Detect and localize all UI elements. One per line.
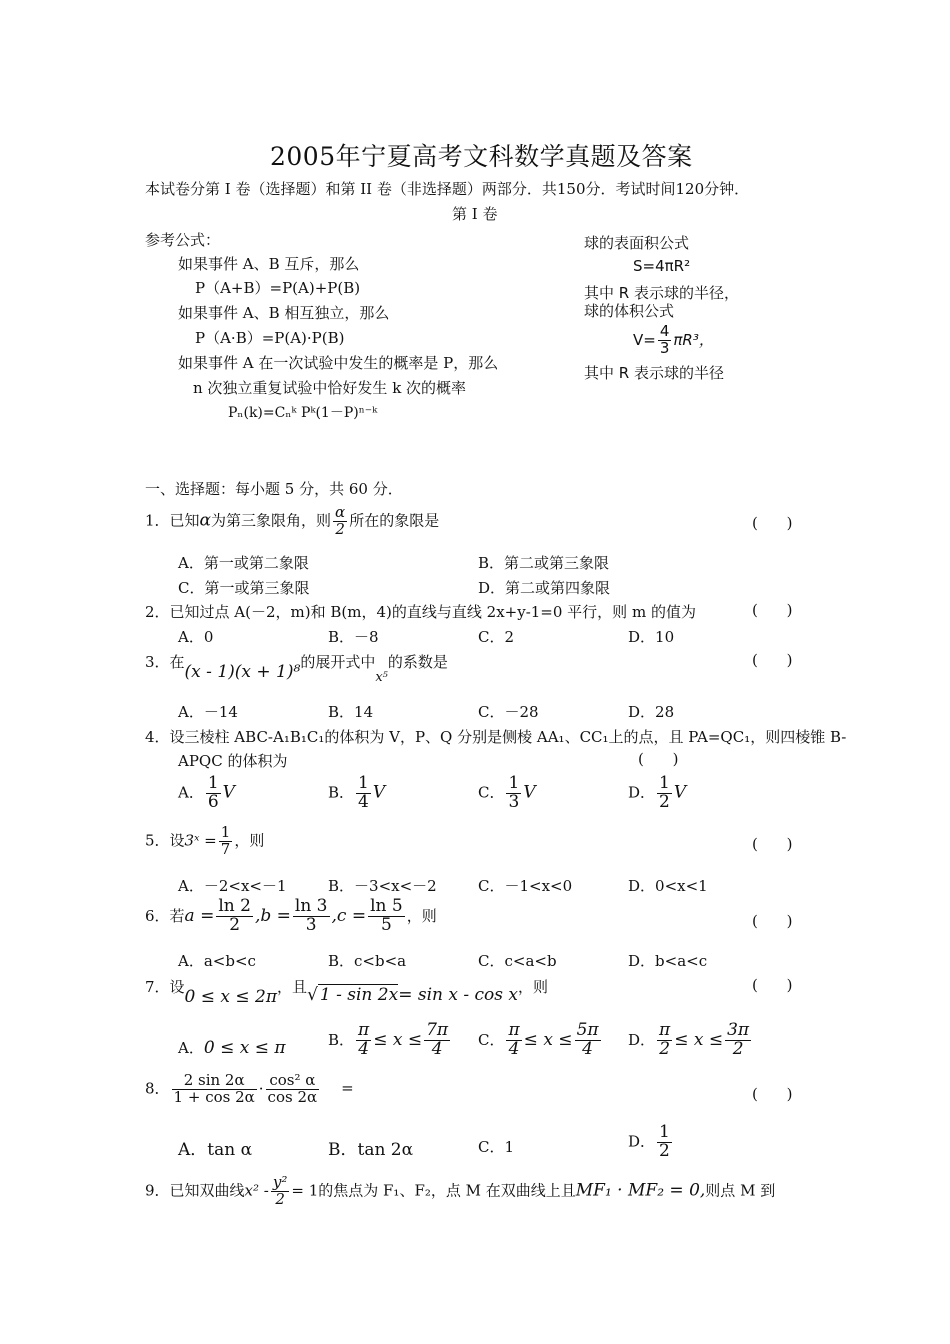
stem-math: x² - [244, 1181, 269, 1200]
sphere-formula-line: 球的体积公式 [584, 302, 675, 320]
option-b: B．第二或第三象限 [478, 554, 610, 572]
option-a: A．－2<x<－1 [178, 877, 287, 895]
formula-line: P（A·B）=P(A)·P(B) [195, 329, 345, 347]
option-a: A．－14 [178, 703, 238, 721]
question-4: 4．设三棱柱 ABC-A₁B₁C₁的体积为 V，P、Q 分别是侧棱 AA₁、CC₁上的点，且 PA=QC₁，则四棱锥 B- [145, 728, 847, 746]
option-b: B．－8 [328, 628, 379, 646]
stem-text: 3．在 [145, 653, 185, 671]
stem-math: = 1 [291, 1181, 319, 1200]
option-a: A．a<b<c [178, 952, 256, 970]
question-9: 9．已知双曲线x² - $\frac{\text{y²}}{2}$ = 1的焦点为 F₁、F₂，点 M 在双曲线上且MF₁ · MF₂ = 0,则点 M 到 [145, 1173, 776, 1208]
option-d: D．10 [628, 628, 675, 646]
stem-math: MF₁ · MF₂ = 0, [575, 1180, 706, 1201]
option-a: A．第一或第二象限 [178, 554, 309, 572]
part-title: 第 I 卷 [452, 205, 498, 223]
stem-text: 的展开式中 [300, 653, 376, 671]
stem-text: ，则 [517, 978, 548, 996]
option-b: B．tan 2α [328, 1140, 414, 1160]
option-b: B． $\frac{\pi}{4}$ ≤ x ≤ $\frac{7\pi}{4}$ [328, 1020, 449, 1059]
stem-text: 8． [145, 1079, 170, 1098]
option-c: C．－1<x<0 [478, 877, 573, 895]
formula-line: n 次独立重复试验中恰好发生 k 次的概率 [193, 379, 467, 397]
answer-paren: ( ) [752, 651, 805, 669]
question-5: 5．设3ˣ = $\frac{1}{7}$ ，则 [145, 823, 265, 858]
option-d: D． $\frac{1}{2}$ V [628, 773, 687, 812]
stem-text: 所在的象限是 [349, 511, 440, 530]
sphere-formula-line: S=4πR² [633, 257, 691, 275]
option-d: D． $\frac{1}{2}$ [628, 1122, 670, 1161]
option-d: D．b<a<c [628, 952, 708, 970]
option-a: A．0 [178, 628, 214, 646]
option-b: B．－3<x<－2 [328, 877, 437, 895]
stem-text: 6．若 [145, 906, 185, 925]
stem-text: 7．设 [145, 978, 185, 996]
sphere-formula-line: 其中 R 表示球的半径 [584, 364, 724, 382]
option-a: A． $\frac{1}{6}$ V [178, 773, 235, 812]
option-a: A．tan α [178, 1140, 253, 1160]
answer-paren: ( ) [752, 835, 805, 853]
stem-text: 的系数是 [387, 653, 448, 671]
formula-line: P（A+B）=P(A)+P(B) [195, 279, 361, 297]
option-c: C．c<a<b [478, 952, 557, 970]
stem-text: 5．设 [145, 831, 185, 850]
answer-paren: ( ) [752, 1085, 805, 1103]
sphere-formula-line: 球的表面积公式 [584, 234, 690, 252]
question-4-cont: APQC 的体积为 [178, 752, 288, 770]
option-d: D． $\frac{\pi}{2}$ ≤ x ≤ $\frac{3\pi}{2}$ [628, 1020, 750, 1059]
stem-text: ，则 [406, 906, 437, 925]
option-c: C．1 [478, 1138, 515, 1156]
stem-math: = sin x - cos x [398, 985, 518, 1005]
stem-math: (x - 1)(x + 1)⁸ [184, 662, 301, 682]
page-title: 2005年宁夏高考文科数学真题及答案 [270, 142, 693, 171]
answer-paren: ( ) [752, 976, 805, 994]
option-b: B． $\frac{1}{4}$ V [328, 773, 386, 812]
option-b: B．14 [328, 703, 374, 721]
option-c: C．－28 [478, 703, 539, 721]
stem-math: x⁵ [375, 670, 388, 685]
option-c: C． $\frac{\pi}{4}$ ≤ x ≤ $\frac{5\pi}{4}$ [478, 1020, 599, 1059]
option-c: C． $\frac{1}{3}$ V [478, 773, 536, 812]
volume-rhs: πR³， [673, 330, 714, 349]
question-1: 1．已知α为第三象限角，则 $\frac{\alpha}{2}$ 所在的象限是 [145, 503, 440, 538]
stem-text: ，且 [277, 978, 308, 996]
formula-line: 如果事件 A、B 互斥，那么 [178, 255, 360, 273]
option-d: D．第二或第四象限 [478, 579, 611, 597]
stem-text: 的焦点为 F₁、F₂，点 M 在双曲线上且 [318, 1181, 576, 1200]
question-8: 8． $\frac{2 \sin 2\alpha}{1 + \cos 2\alpha}$ · $\frac{\text{cos² α}}{\cos 2\alpha}$ = [145, 1071, 354, 1106]
question-2: 2．已知过点 A(－2，m)和 B(m，4)的直线与直线 2x+y-1=0 平行，则 m 的值为 [145, 603, 696, 621]
section-heading: 一、选择题：每小题 5 分，共 60 分． [145, 480, 403, 498]
stem-text: 为第三象限角，则 [211, 511, 332, 530]
stem-math: 1 - sin 2x [319, 985, 399, 1005]
answer-paren: ( ) [752, 601, 805, 619]
answer-paren: ( ) [638, 750, 691, 768]
question-6: 6．若a = $\frac{\ln 2}{2}$ ,b = $\frac{\ln 3}{3}$ ,c = $\frac{\ln 5}{5}$ ，则 [145, 896, 437, 935]
sphere-formula-line: 其中 R 表示球的半径， [584, 284, 739, 302]
answer-paren: ( ) [752, 514, 805, 532]
stem-math: 0 ≤ x ≤ 2π [184, 987, 278, 1007]
stem-text: 则点 M 到 [705, 1181, 776, 1200]
formula-line: Pₙ(k)=Cₙᵏ Pᵏ(1－P)ⁿ⁻ᵏ [228, 405, 378, 421]
stem-text: 1．已知 [145, 511, 200, 530]
option-d: D．0<x<1 [628, 877, 708, 895]
question-7: 7．设0 ≤ x ≤ 2π，且√ 1 - sin 2x= sin x - cos x，则 [145, 978, 548, 1007]
formula-line: 如果事件 A 在一次试验中发生的概率是 P，那么 [178, 354, 499, 372]
option-b: B．c<b<a [328, 952, 407, 970]
question-3 [145, 651, 448, 685]
sphere-volume-formula: V= $\frac{4}{3}$ πR³， [633, 322, 714, 357]
option-d: D．28 [628, 703, 675, 721]
answer-paren: ( ) [752, 912, 805, 930]
option-a: A．0 ≤ x ≤ π [178, 1038, 286, 1058]
stem-text: 9．已知双曲线 [145, 1181, 245, 1200]
formulas-label: 参考公式： [145, 231, 221, 249]
volume-lhs: V= [633, 330, 656, 349]
formula-line: 如果事件 A、B 相互独立，那么 [178, 304, 390, 322]
option-c: C．2 [478, 628, 515, 646]
option-c: C．第一或第三象限 [178, 579, 310, 597]
exam-intro: 本试卷分第 I 卷（选择题）和第 II 卷（非选择题）两部分．共150分．考试时间120分钟． [145, 180, 750, 198]
stem-math: 3ˣ = [184, 831, 217, 850]
stem-text: ，则 [234, 831, 265, 850]
